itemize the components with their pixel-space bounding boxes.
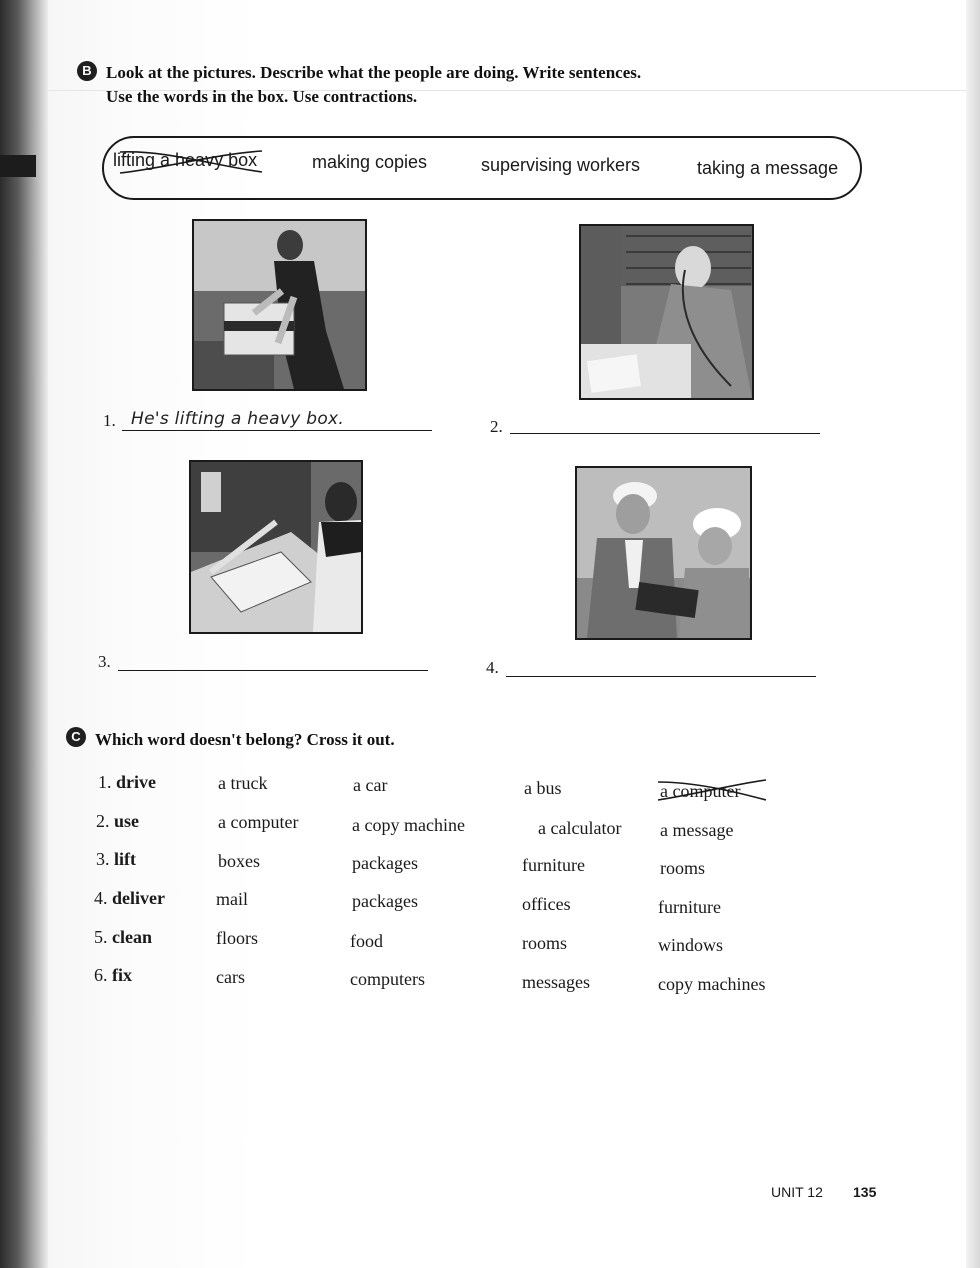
option-d[interactable]: a message (660, 820, 734, 840)
option-d[interactable]: rooms (660, 858, 705, 878)
item-3-answer-line[interactable] (118, 670, 428, 671)
option-b[interactable]: packages (352, 891, 418, 911)
page-edge (966, 0, 980, 1268)
item-4-number: 4. (486, 658, 499, 677)
word-box-item-2: making copies (312, 152, 428, 172)
option-c[interactable]: rooms (522, 933, 567, 953)
row-verb: clean (112, 927, 152, 947)
spine-tab (0, 155, 36, 177)
section-c-badge: C (66, 727, 86, 747)
row-verb: fix (112, 965, 132, 985)
photo-taking-message (579, 224, 754, 400)
row-verb: drive (116, 772, 156, 792)
row-verb: deliver (112, 888, 165, 908)
option-a[interactable]: a computer (218, 812, 299, 832)
item-1-answer-line (122, 430, 432, 431)
exercise-row (94, 927, 814, 957)
row-number (94, 965, 132, 986)
row-verb: use (114, 811, 140, 831)
item-1-answer[interactable]: He's lifting a heavy box. (131, 409, 345, 429)
row-index: 1. (98, 772, 112, 792)
photo-lifting-box (192, 219, 367, 391)
section-b-badge: B (77, 61, 97, 81)
option-a[interactable]: mail (216, 889, 248, 909)
row-number (96, 811, 139, 832)
unit-label: UNIT 12 (771, 1184, 823, 1200)
item-2-answer-line[interactable] (510, 433, 820, 434)
section-b-instruction-line1: Look at the pictures. Describe what the people are doing. Write sentences. (106, 63, 642, 82)
row-index: 2. (96, 811, 110, 831)
option-a[interactable]: a truck (218, 773, 268, 793)
exercise-row (94, 849, 814, 879)
exercise-row (94, 965, 814, 995)
item-4-answer-line[interactable] (506, 676, 816, 677)
option-c[interactable]: offices (522, 894, 571, 914)
option-b[interactable]: a copy machine (352, 815, 465, 835)
option-d-crossed-out[interactable]: a computer (660, 781, 741, 801)
book-spine-shadow (0, 0, 48, 1268)
row-number (94, 888, 165, 909)
option-b[interactable]: packages (352, 853, 418, 873)
row-index: 3. (96, 849, 110, 869)
option-c[interactable]: furniture (522, 855, 585, 875)
option-b[interactable]: computers (350, 969, 425, 989)
row-verb: lift (114, 849, 136, 869)
row-number (96, 849, 136, 870)
exercise-row (94, 811, 814, 841)
page-number: 135 (853, 1184, 877, 1200)
option-c[interactable]: a calculator (538, 818, 622, 838)
option-c[interactable]: messages (522, 972, 590, 992)
item-3-number: 3. (98, 652, 111, 671)
section-c-instruction: Which word doesn't belong? Cross it out. (95, 730, 395, 749)
row-index: 5. (94, 927, 108, 947)
option-a[interactable]: floors (216, 928, 258, 948)
photo-supervising-workers (575, 466, 752, 640)
section-b-instruction-line2: Use the words in the box. Use contractions. (106, 87, 418, 106)
option-b[interactable]: food (350, 931, 383, 951)
option-d[interactable]: furniture (658, 897, 721, 917)
row-index: 4. (94, 888, 108, 908)
row-number (94, 927, 152, 948)
word-box-item-1: lifting a heavy box (113, 150, 258, 170)
row-number (98, 772, 156, 793)
item-1-number: 1. (103, 411, 116, 430)
option-b[interactable]: a car (353, 775, 388, 795)
option-a[interactable]: cars (216, 967, 245, 987)
word-box-item-4: taking a message (697, 158, 839, 178)
option-d[interactable]: windows (658, 935, 724, 955)
item-2-number: 2. (490, 417, 503, 436)
option-a[interactable]: boxes (218, 851, 260, 871)
exercise-row (94, 888, 814, 918)
photo-making-copies (189, 460, 363, 634)
word-box-item-3: supervising workers (481, 155, 641, 175)
row-index: 6. (94, 965, 108, 985)
exercise-row (94, 772, 814, 802)
option-d[interactable]: copy machines (658, 974, 766, 994)
option-c[interactable]: a bus (524, 778, 562, 798)
